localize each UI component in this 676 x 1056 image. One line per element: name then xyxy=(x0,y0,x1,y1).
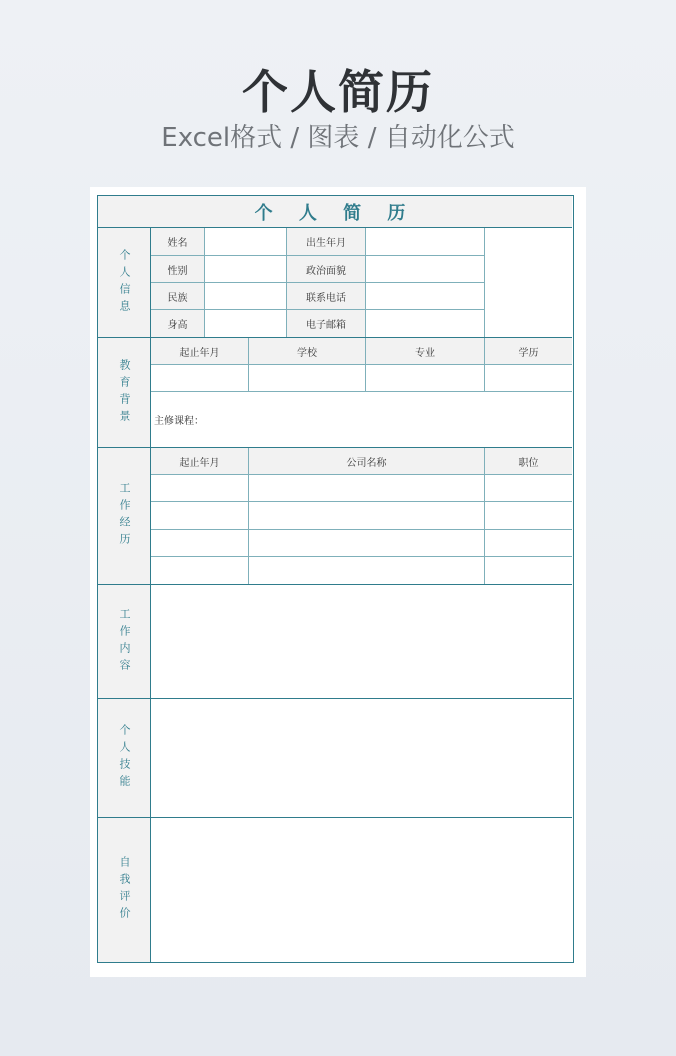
work-row-1-company[interactable] xyxy=(249,475,484,501)
work-row-2-company[interactable] xyxy=(249,502,484,529)
edu-col-school: 学校 xyxy=(249,338,365,364)
page-subtitle: Excel格式 / 图表 / 自动化公式 xyxy=(161,123,515,153)
work-content-area[interactable] xyxy=(151,585,572,698)
field-label-politics: 政治面貌 xyxy=(287,256,365,283)
field-value-height[interactable] xyxy=(205,310,286,337)
field-label-phone: 联系电话 xyxy=(287,283,365,310)
work-row-2-position[interactable] xyxy=(485,502,572,529)
work-row-2-period[interactable] xyxy=(151,502,248,529)
edu-value-major[interactable] xyxy=(366,365,484,391)
section-label-skills: 个人技能 xyxy=(98,699,150,817)
field-value-birth[interactable] xyxy=(366,228,484,255)
edu-value-school[interactable] xyxy=(249,365,365,391)
work-row-1-period[interactable] xyxy=(151,475,248,501)
work-row-4-period[interactable] xyxy=(151,557,248,584)
field-value-phone[interactable] xyxy=(366,283,484,310)
field-value-politics[interactable] xyxy=(366,256,484,283)
work-row-1-position[interactable] xyxy=(485,475,572,501)
resume-table xyxy=(97,195,574,963)
field-label-ethnicity: 民族 xyxy=(151,283,204,310)
field-value-name[interactable] xyxy=(205,228,286,255)
field-label-name: 姓名 xyxy=(151,228,204,255)
page-title: 个人简历 xyxy=(242,65,434,119)
work-row-4-company[interactable] xyxy=(249,557,484,584)
field-value-gender[interactable] xyxy=(205,256,286,283)
work-col-period: 起止年月 xyxy=(151,448,248,474)
courses-label[interactable]: 主修课程： xyxy=(154,416,204,427)
resume-title: 个 人 简 历 xyxy=(98,196,572,227)
edu-value-period[interactable] xyxy=(151,365,248,391)
field-label-gender: 性别 xyxy=(151,256,204,283)
work-row-4-position[interactable] xyxy=(485,557,572,584)
edu-col-period: 起止年月 xyxy=(151,338,248,364)
section-label-education: 教育背景 xyxy=(98,338,150,447)
section-label-work: 工作经历 xyxy=(98,448,150,584)
section-label-personal: 个人信息 xyxy=(98,228,150,337)
field-value-ethnicity[interactable] xyxy=(205,283,286,310)
field-label-birth: 出生年月 xyxy=(287,228,365,255)
field-label-email: 电子邮箱 xyxy=(287,310,365,337)
work-col-position: 职位 xyxy=(485,448,572,474)
skills-area[interactable] xyxy=(151,699,572,817)
field-label-height: 身高 xyxy=(151,310,204,337)
edu-value-degree[interactable] xyxy=(485,365,572,391)
section-label-work-content: 工作内容 xyxy=(98,585,150,698)
section-label-self-eval: 自我评价 xyxy=(98,818,150,962)
edu-col-degree: 学历 xyxy=(485,338,572,364)
work-row-3-position[interactable] xyxy=(485,530,572,556)
work-row-3-company[interactable] xyxy=(249,530,484,556)
work-row-3-period[interactable] xyxy=(151,530,248,556)
edu-col-major: 专业 xyxy=(366,338,484,364)
photo-cell[interactable] xyxy=(485,228,572,337)
work-col-company: 公司名称 xyxy=(249,448,484,474)
self-eval-area[interactable] xyxy=(151,818,572,962)
field-value-email[interactable] xyxy=(366,310,484,337)
